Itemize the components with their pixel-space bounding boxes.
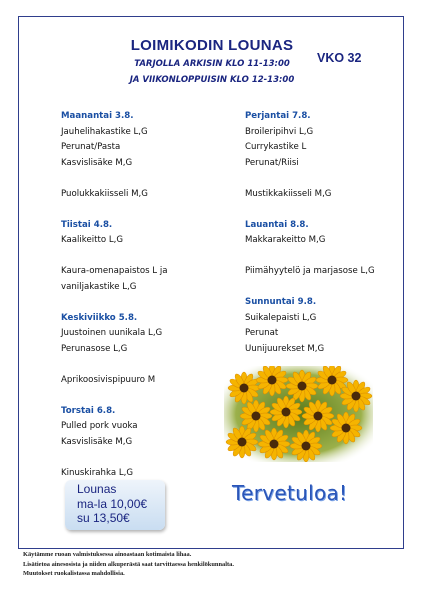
menu-item: Perunat xyxy=(245,328,279,338)
menu-left-column xyxy=(61,109,231,481)
menu-item: Currykastike L xyxy=(245,142,307,152)
menu-item: Jauhelihakastike L,G xyxy=(61,126,148,137)
day-heading-tuesday: Tiistai 4.8. xyxy=(61,219,113,230)
price-label: Lounas xyxy=(77,482,117,496)
dessert-item: Aprikoosivispipuuro M xyxy=(61,374,156,385)
hours-weekends: JA VIIKONLOPPUISIN KLO 12-13:00 xyxy=(129,75,295,85)
day-heading-saturday: Lauantai 8.8. xyxy=(245,219,309,230)
menu-item: Makkarakeitto M,G xyxy=(245,235,326,245)
dessert-item: Kinuskirahka L,G xyxy=(61,467,134,478)
dessert-item-cont: vaniljakastike L,G xyxy=(61,281,137,292)
day-heading-friday: Perjantai 7.8. xyxy=(245,111,311,121)
menu-item: Perunat/Riisi xyxy=(245,157,299,168)
sunflowers-image xyxy=(224,366,373,462)
menu-item: Uunijuurekset M,G xyxy=(245,343,325,354)
menu-item: Perunasose L,G xyxy=(61,343,128,354)
footer-line: Muutokset ruokalistassa mahdollisia. xyxy=(23,570,125,577)
menu-item: Kasvislisäke M,G xyxy=(61,157,133,168)
menu-item: Broileripihvi L,G xyxy=(245,126,314,137)
day-heading-sunday: Sunnuntai 9.8. xyxy=(245,297,317,307)
price-box xyxy=(65,480,165,530)
dessert-item: Piimähyytelö ja marjasose L,G xyxy=(245,266,375,276)
welcome-text: Tervetuloa! xyxy=(232,481,348,505)
day-heading-thursday: Torstai 6.8. xyxy=(61,405,116,416)
menu-right-column xyxy=(245,109,415,388)
footer-notes xyxy=(23,550,234,579)
price-sunday: su 13,50€ xyxy=(77,511,130,525)
menu-item: Kasvislisäke M,G xyxy=(61,436,133,447)
menu-item: Kaalikeitto L,G xyxy=(61,235,124,245)
week-number: VKO 32 xyxy=(317,51,362,65)
day-heading-monday: Maanantai 3.8. xyxy=(61,111,134,121)
menu-item: Suikalepaisti L,G xyxy=(245,312,317,323)
dessert-item: Puolukkakiisseli M,G xyxy=(61,188,148,199)
footer-line: Käytämme ruoan valmistuksessa ainoastaan kotimaista lihaa. xyxy=(23,551,192,558)
menu-item: Pulled pork vuoka xyxy=(61,421,138,431)
day-heading-wednesday: Keskiviikko 5.8. xyxy=(61,312,138,323)
menu-item: Perunat/Pasta xyxy=(61,142,121,152)
hours-weekdays: TARJOLLA ARKISIN KLO 11-13:00 xyxy=(134,59,290,69)
menu-title: LOIMIKODIN LOUNAS xyxy=(130,37,294,54)
price-weekday: ma-la 10,00€ xyxy=(77,496,148,511)
menu-item: Juustoinen uunikala L,G xyxy=(61,328,163,338)
dessert-item: Mustikkakiisseli M,G xyxy=(245,188,332,199)
dessert-item: Kaura-omenapaistos L ja xyxy=(61,266,168,276)
footer-line: Lisätietoa ainesosista ja niiden alkuperästä saat tarvittaessa henkilökunnalta. xyxy=(23,560,234,568)
